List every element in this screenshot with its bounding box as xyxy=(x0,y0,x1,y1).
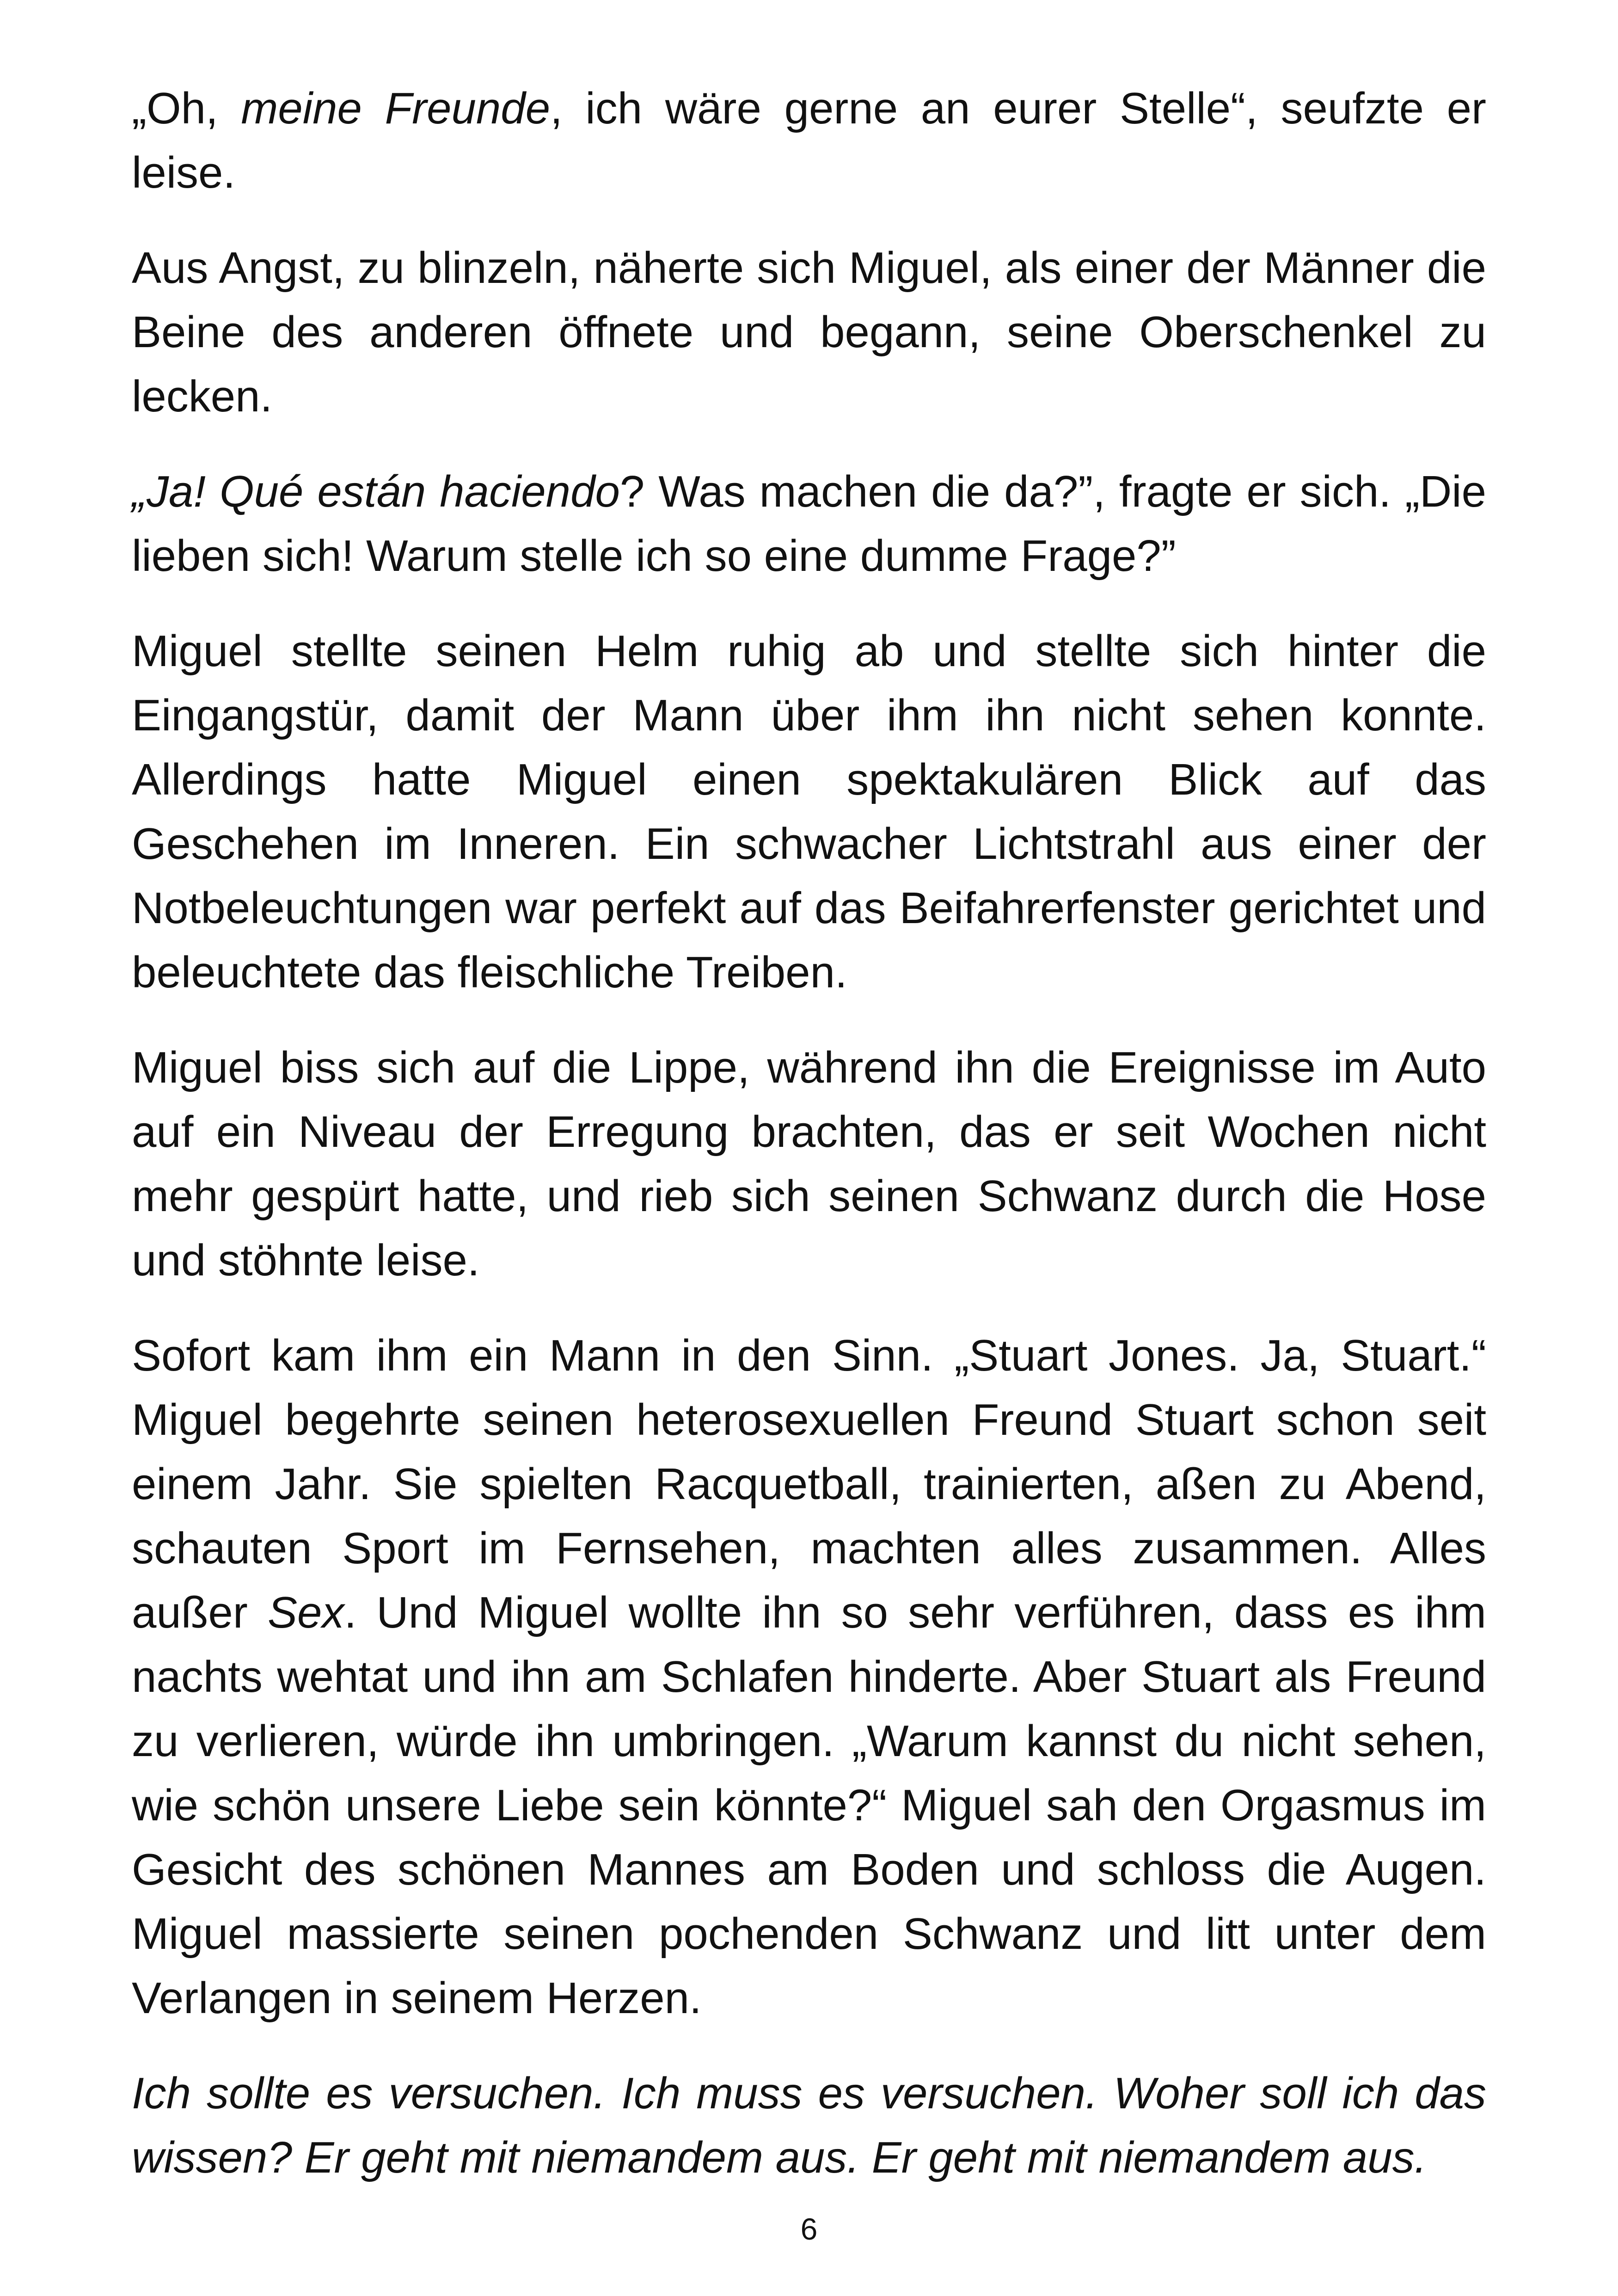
text-segment: Miguel stellte seinen Helm ruhig ab und stellte sich hinter die Eingangstür, damit der Mann über ihm ihn nicht sehen konnte. Allerdings hatte Miguel einen spektakulären Blick auf das Geschehen im Inneren. Ein schwacher Lichtstrahl aus einer der Notbeleuchtungen war perfekt auf das Beifahrerfenster gerichtet und beleuchtete das fleischliche Treiben. xyxy=(132,626,1486,997)
italic-segment: Ich sollte es versuchen. Ich muss es versuchen. Woher soll ich das wissen? Er geht mit niemandem aus. Er geht mit niemandem aus. xyxy=(132,2069,1486,2182)
text-segment: Miguel biss sich auf die Lippe, während ihn die Ereignisse im Auto auf ein Niveau der Erregung brachten, das er seit Wochen nicht mehr gespürt hatte, und rieb sich seinen Schwanz durch die Hose und stöhnte leise. xyxy=(132,1043,1486,1285)
paragraph-4 xyxy=(132,619,1486,1004)
text-segment: ? Was machen die da?”, fragte er sich. „Die lieben sich! Warum stelle ich so eine dumme Frage?” xyxy=(132,467,1487,581)
paragraph-2 xyxy=(132,236,1486,429)
italic-segment: „Ja! Qué están haciendo xyxy=(132,467,620,516)
italic-segment: Sex xyxy=(268,1588,344,1637)
paragraph-5 xyxy=(132,1035,1486,1292)
text-segment: „Oh, xyxy=(132,84,241,133)
paragraph-7 xyxy=(132,2061,1486,2190)
text-segment: Aus Angst, zu blinzeln, näherte sich Miguel, als einer der Männer die Beine des anderen öffnete und begann, seine Oberschenkel zu lecken. xyxy=(132,243,1486,421)
text-segment: , ich wäre gerne an eurer Stelle“, seufzte er leise. xyxy=(132,84,1486,197)
page-number: 6 xyxy=(800,2212,818,2246)
italic-segment: meine Freunde xyxy=(241,84,551,133)
paragraph-1 xyxy=(132,76,1486,205)
text-segment: Sofort kam ihm ein Mann in den Sinn. „Stuart Jones. Ja, Stuart.“ Miguel begehrte seinen heterosexuellen Freund Stuart schon seit einem Jahr. Sie spielten Racquetball, trainierten, aßen zu Abend, schauten Sport im Fernsehen, machten alles zusammen. Alles außer xyxy=(132,1331,1486,1637)
paragraph-3 xyxy=(132,459,1486,588)
text-segment: . Und Miguel wollte ihn so sehr verführen, dass es ihm nachts wehtat und ihn am Schlafen hinderte. Aber Stuart als Freund zu verlieren, würde ihn umbringen. „Warum kannst du nicht sehen, wie schön unsere Liebe sein könnte?“ Miguel sah den Orgasmus im Gesicht des schönen Mannes am Boden und schloss die Augen. Miguel massierte seinen pochenden Schwanz und litt unter dem Verlangen in seinem Herzen. xyxy=(132,1588,1487,2023)
paragraph-6 xyxy=(132,1323,1486,2030)
body-text xyxy=(132,76,1486,2190)
